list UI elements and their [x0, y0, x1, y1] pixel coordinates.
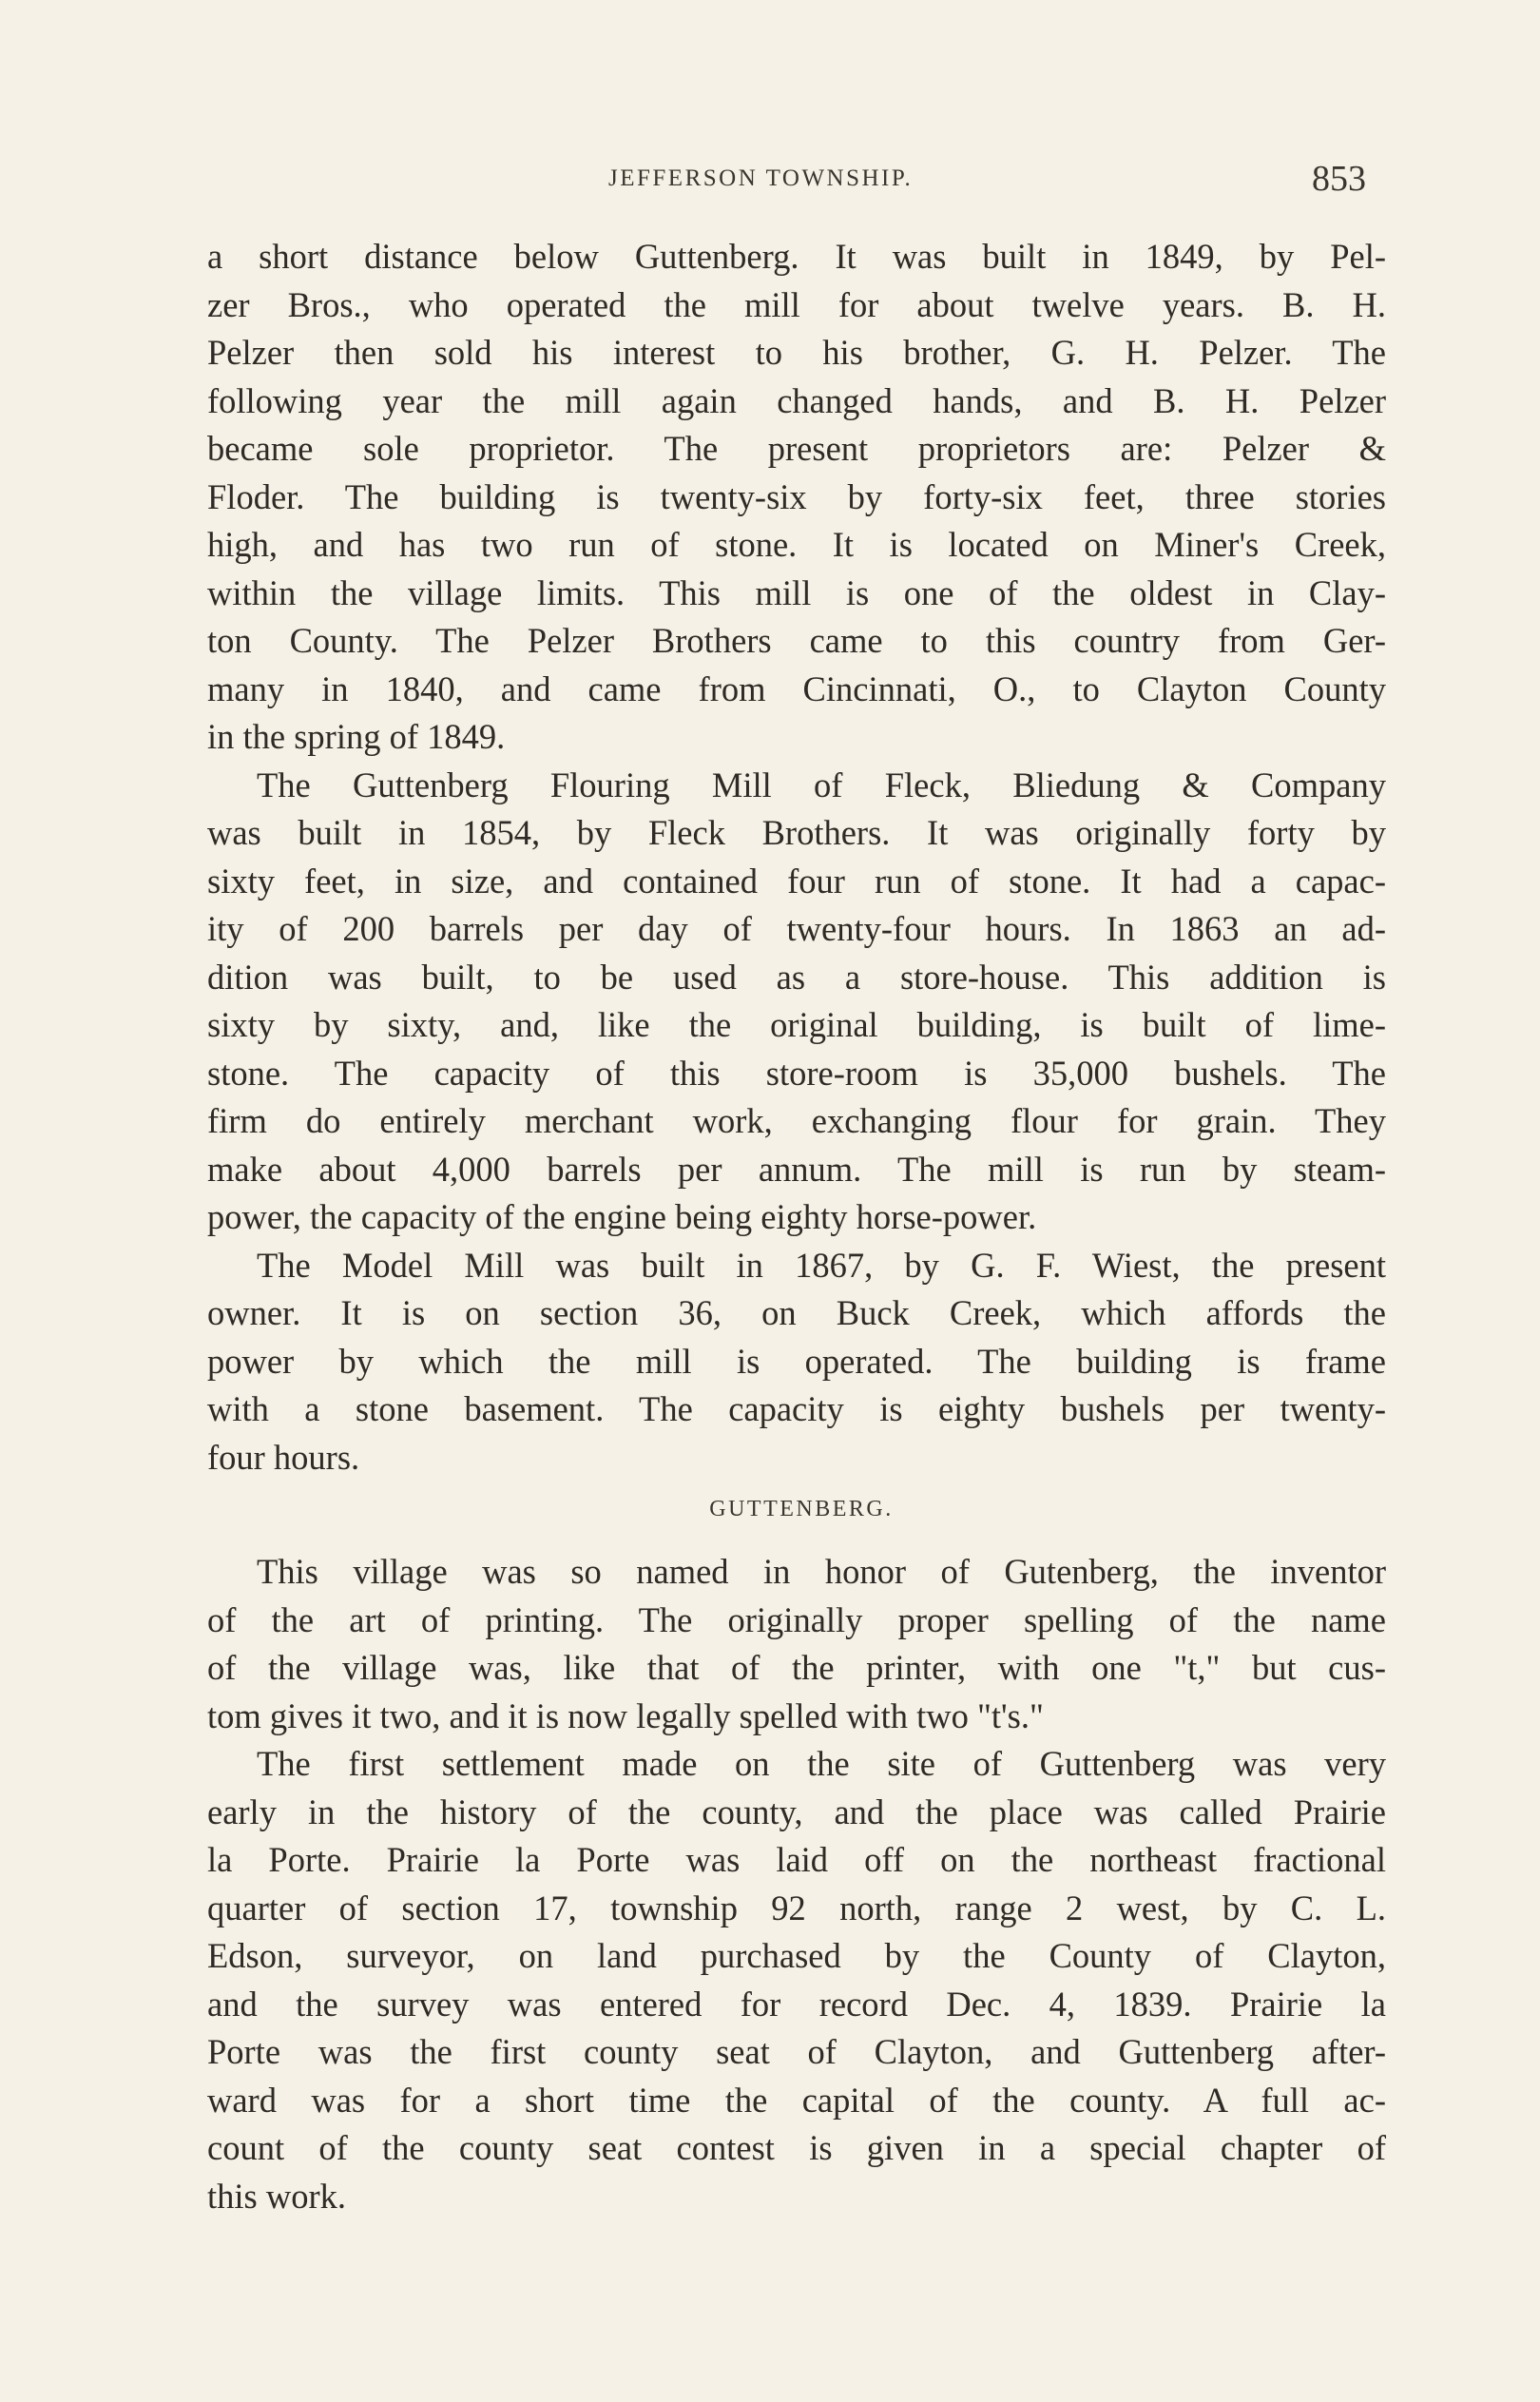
text-line: count of the county seat contest is given in a special chapter of	[207, 2128, 1386, 2167]
text-line: power, the capacity of the engine being eighty horse-power.	[207, 1197, 1037, 1236]
text-line: Edson, surveyor, on land purchased by the County of Clayton,	[207, 1936, 1386, 1975]
text-line: Floder. The building is twenty-six by forty-six feet, three stories	[207, 476, 1386, 516]
page-number: 853	[1312, 159, 1366, 199]
text-line: high, and has two run of stone. It is located on Miner's Creek,	[207, 525, 1386, 564]
running-head	[0, 160, 1540, 198]
section-heading: GUTTENBERG.	[709, 1497, 894, 1521]
text-line: make about 4,000 barrels per annum. The mill is run by steam-	[207, 1149, 1386, 1189]
text-line: ward was for a short time the capital of the county. A full ac-	[207, 2080, 1386, 2120]
text-line: and the survey was entered for record Dec. 4, 1839. Prairie la	[207, 1984, 1386, 2024]
text-line: of the art of printing. The originally proper spelling of the name	[207, 1599, 1386, 1639]
text-line: firm do entirely merchant work, exchanging flour for grain. They	[207, 1101, 1386, 1140]
text-line: The Guttenberg Flouring Mill of Fleck, Bliedung & Company	[257, 765, 1386, 804]
text-line: ity of 200 barrels per day of twenty-four hours. In 1863 an ad-	[207, 909, 1386, 948]
text-line: sixty by sixty, and, like the original building, is built of lime-	[207, 1005, 1386, 1044]
text-line: zer Bros., who operated the mill for about twelve years. B. H.	[207, 284, 1386, 324]
text-line: dition was built, to be used as a store-house. This addition is	[207, 957, 1386, 997]
text-line: Pelzer then sold his interest to his brother, G. H. Pelzer. The	[207, 333, 1386, 372]
text-line: The first settlement made on the site of Guttenberg was very	[257, 1744, 1386, 1783]
text-line: The Model Mill was built in 1867, by G. F. Wiest, the present	[257, 1245, 1386, 1285]
text-line: in the spring of 1849.	[207, 717, 506, 756]
body-text	[207, 233, 1386, 2220]
text-line: a short distance below Guttenberg. It was built in 1849, by Pel-	[207, 237, 1386, 276]
text-line: la Porte. Prairie la Porte was laid off on the northeast fractional	[207, 1840, 1386, 1879]
text-line: owner. It is on section 36, on Buck Creek, which affords the	[207, 1293, 1386, 1332]
text-line: tom gives it two, and it is now legally spelled with two "t's."	[207, 1695, 1044, 1735]
text-line: with a stone basement. The capacity is eighty bushels per twenty-	[207, 1389, 1386, 1428]
text-line: early in the history of the county, and the place was called Prairie	[207, 1792, 1386, 1831]
text-line: of the village was, like that of the printer, with one "t," but cus-	[207, 1648, 1386, 1687]
text-line: this work.	[207, 2176, 346, 2216]
text-line: quarter of section 17, township 92 north, range 2 west, by C. L.	[207, 1888, 1386, 1927]
text-line: many in 1840, and came from Cincinnati, O., to Clayton County	[207, 668, 1386, 708]
running-title: JEFFERSON TOWNSHIP.	[608, 165, 914, 191]
text-line: This village was so named in honor of Gutenberg, the inventor	[257, 1552, 1386, 1591]
text-line: four hours.	[207, 1437, 360, 1477]
text-line: stone. The capacity of this store-room is 35,000 bushels. The	[207, 1053, 1386, 1093]
text-line: was built in 1854, by Fleck Brothers. It was originally forty by	[207, 813, 1386, 852]
text-line: sixty feet, in size, and contained four run of stone. It had a capac-	[207, 861, 1386, 901]
text-line: within the village limits. This mill is one of the oldest in Clay-	[207, 572, 1386, 612]
text-line: Porte was the first county seat of Clayton, and Guttenberg after-	[207, 2032, 1386, 2071]
text-line: ton County. The Pelzer Brothers came to this country from Ger-	[207, 621, 1386, 660]
text-line: following year the mill again changed hands, and B. H. Pelzer	[207, 380, 1386, 420]
text-line: power by which the mill is operated. The building is frame	[207, 1341, 1386, 1381]
text-line: became sole proprietor. The present proprietors are: Pelzer &	[207, 429, 1386, 468]
